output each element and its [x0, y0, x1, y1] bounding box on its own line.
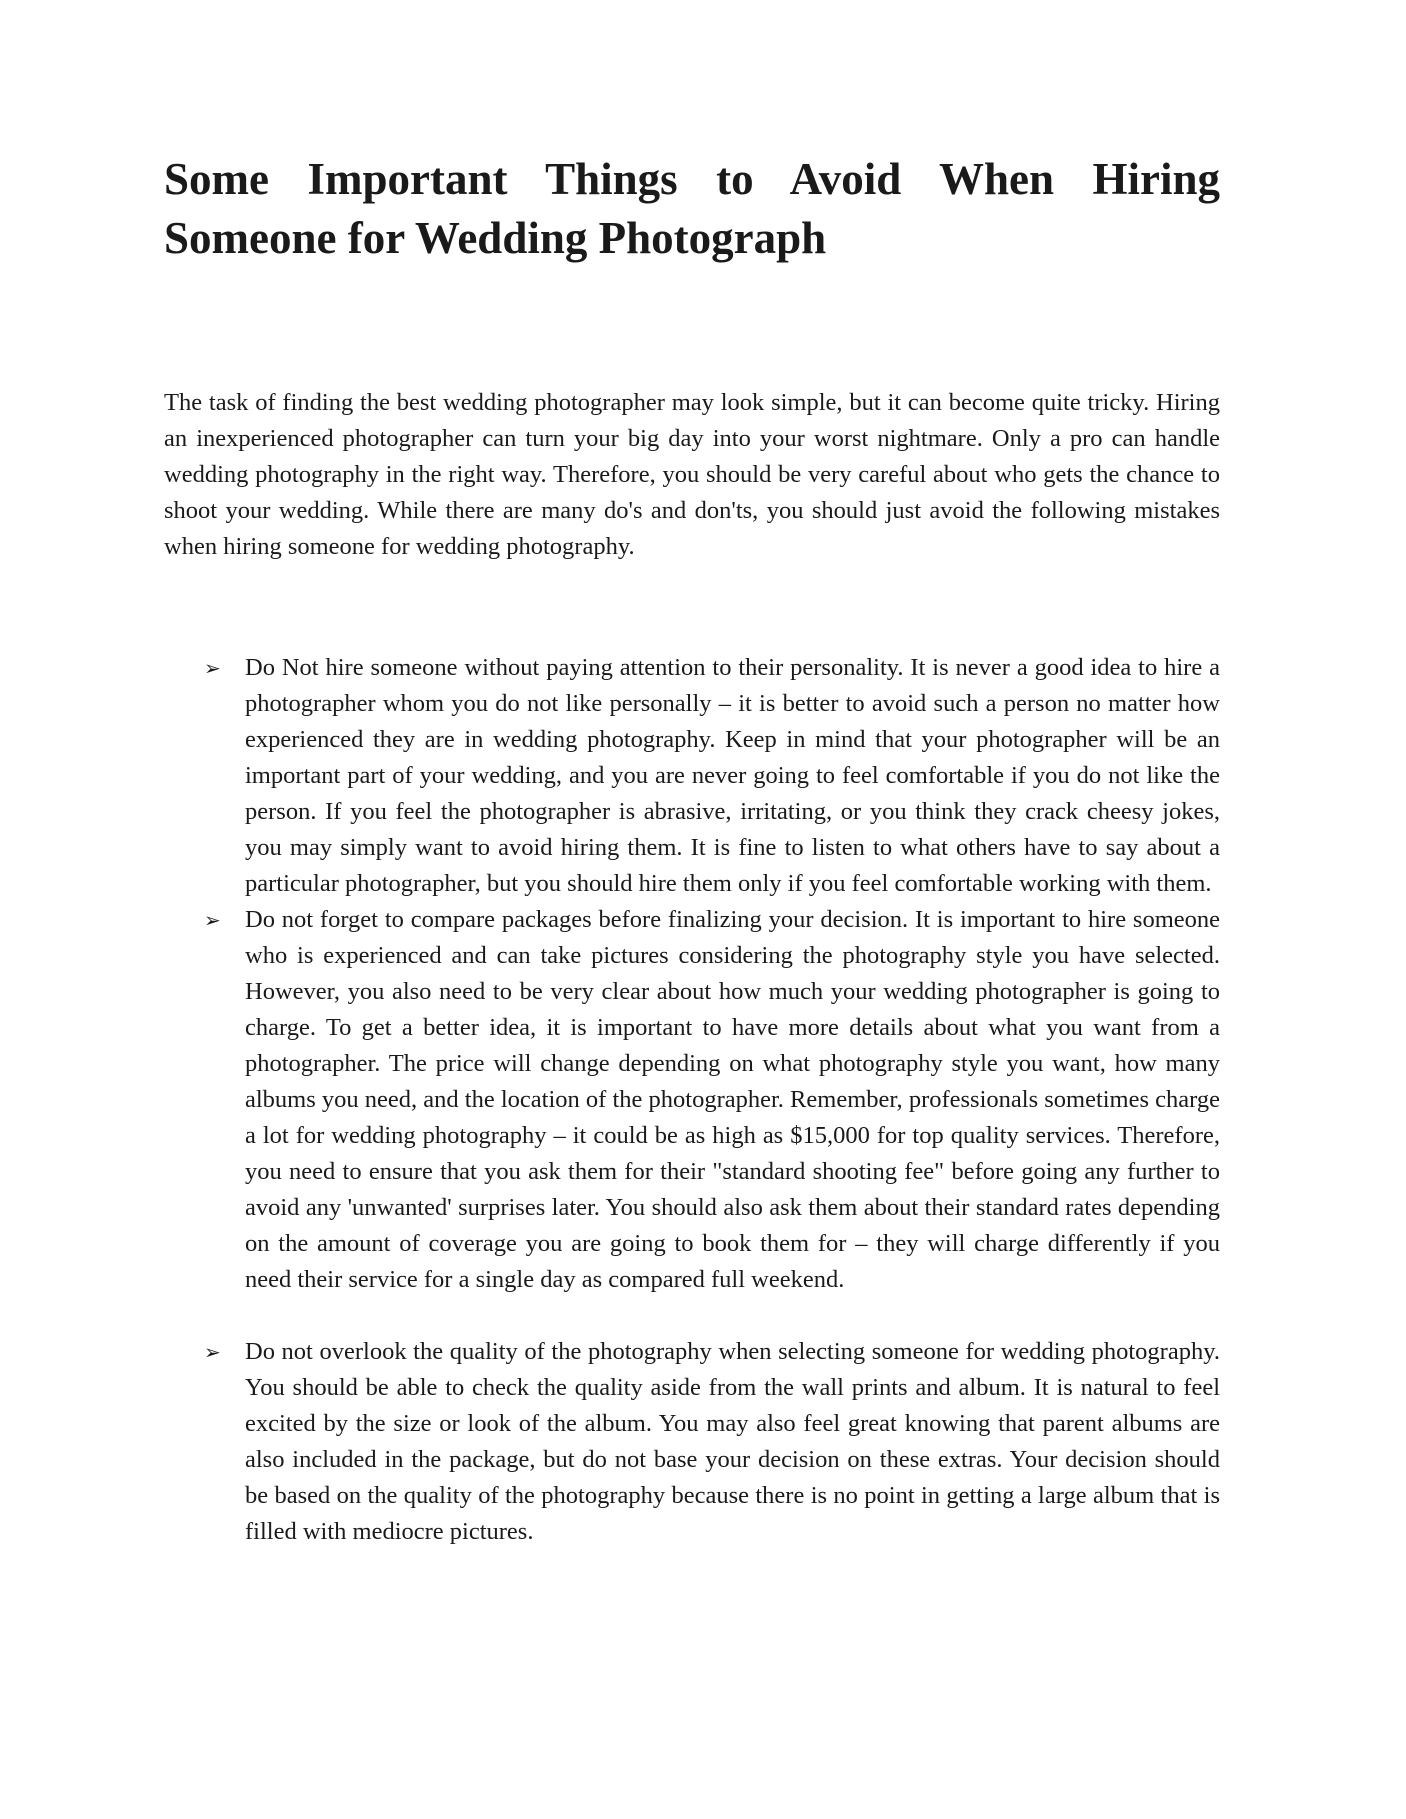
title-line-2: Someone for Wedding Photograph [164, 213, 827, 263]
bullet-text: Do not overlook the quality of the photography when selecting someone for wedding photography. You should be able to check the quality aside from the wall prints and album. It is natural to feel excited by the size or look of the album. You may also feel great knowing that parent albums are also included in the package, but do not base your decision on these extras. Your decision should be based on the quality of the photography because there is no point in getting a large album that is filled with mediocre pictures. [245, 1338, 1220, 1545]
arrow-bullet-icon: ➢ [204, 908, 221, 932]
bullet-text: Do Not hire someone without paying attention to their personality. It is never a good idea to hire a photographer whom you do not like personally – it is better to avoid such a person no matter how experienced they are in wedding photography. Keep in mind that your photographer will be an important part of your wedding, and you are never going to feel comfortable if you do not like the person. If you feel the photographer is abrasive, irritating, or you think they crack cheesy jokes, you may simply want to avoid hiring them. It is fine to listen to what others have to say about a particular photographer, but you should hire them only if you feel comfortable working with them. [245, 654, 1220, 897]
arrow-bullet-icon: ➢ [204, 656, 221, 680]
bullet-item-personality [164, 650, 1220, 902]
title-line-1: Some Important Things to Avoid When Hiring [164, 154, 1220, 204]
bullet-text: Do not forget to compare packages before finalizing your decision. It is important to hire someone who is experienced and can take pictures considering the photography style you have selected. However, you also need to be very clear about how much your wedding photographer is going to charge. To get a better idea, it is important to have more details about what you want from a photographer. The price will change depending on what photography style you want, how many albums you need, and the location of the photographer. Remember, professionals sometimes charge a lot for wedding photography – it could be as high as $15,000 for top quality services. Therefore, you need to ensure that you ask them for their "standard shooting fee" before going any further to avoid any 'unwanted' surprises later. You should also ask them about their standard rates depending on the amount of coverage you are going to book them for – they will charge differently if you need their service for a single day as compared full weekend. [245, 906, 1220, 1293]
document-page [164, 150, 1220, 1545]
bullet-item-packages [164, 902, 1220, 1298]
bullet-list [164, 650, 1220, 1550]
intro-paragraph: The task of finding the best wedding photographer may look simple, but it can become quite tricky. Hiring an inexperienced photographer can turn your big day into your worst nightmare. Only a pro can handle wedding photography in the right way. Therefore, you should be very careful about who gets the chance to shoot your wedding. While there are many do's and don'ts, you should just avoid the following mistakes when hiring someone for wedding photography. [164, 389, 1220, 560]
bullet-item-quality [164, 1334, 1220, 1550]
arrow-bullet-icon: ➢ [204, 1340, 221, 1364]
document-title [164, 150, 1220, 268]
